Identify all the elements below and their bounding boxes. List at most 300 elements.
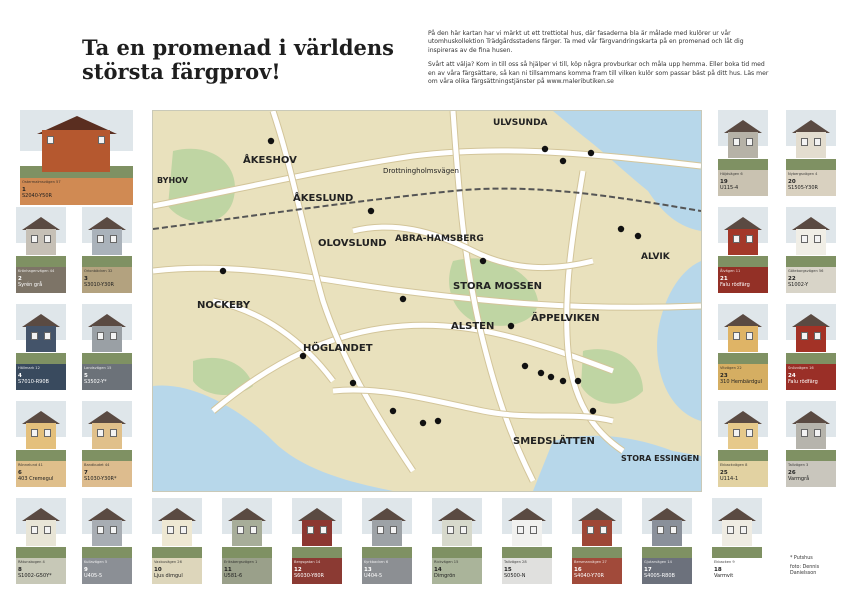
map-label-alsten: ALSTEN [451,321,495,332]
house-card-11 [222,498,272,584]
house-card-10 [152,498,202,584]
house-facade [42,130,110,172]
house-number: 22 [788,276,796,282]
photo-grass [786,159,836,170]
house-facade [796,229,826,255]
house-window [110,332,117,340]
photo-credit: foto: Dennis Danielsson [790,565,820,576]
house-window [746,332,753,340]
house-card-13 [362,498,412,584]
house-address: Ålvägen 11 [720,269,741,273]
house-address: Rätunskogen 4 [18,560,45,564]
house-marker [635,233,641,239]
house-color-name: Falu rödfärg [788,379,818,385]
house-address: Hällmark 12 [18,366,40,370]
house-caption [152,558,202,584]
house-caption [718,461,768,487]
house-card-4 [16,304,66,390]
house-window [250,526,257,534]
page-title [82,36,412,84]
photo-grass [152,547,202,558]
house-facade [796,423,826,449]
house-number: 5 [84,373,88,379]
house-caption [222,558,272,584]
photo-grass [786,353,836,364]
house-marker [560,158,566,164]
house-window [460,526,467,534]
house-marker [435,418,441,424]
house-photo [222,498,272,558]
house-photo [718,304,768,364]
photo-grass [642,547,692,558]
house-window [814,235,821,243]
house-photo [718,207,768,267]
house-color-name: S4040-Y70R [574,573,604,579]
house-card-22 [786,207,836,293]
house-color-name: U405-5 [84,573,103,579]
photo-grass [82,450,132,461]
house-number: 4 [18,373,22,379]
photo-grass [222,547,272,558]
house-window [801,138,808,146]
house-card-15 [502,498,552,584]
house-color-name: S4005-R80B [644,573,675,579]
photo-grass [16,353,66,364]
house-number: 25 [720,470,728,476]
house-caption [16,461,66,487]
house-address: Kyrkbacken 6 [364,560,389,564]
house-color-name: 310 Hembärdgul [720,379,762,385]
house-photo [82,304,132,364]
house-photo [718,401,768,461]
house-color-name: Falu rödfärg [720,282,750,288]
map-label-ulvsunda: ULVSUNDA [493,118,548,128]
house-card-21 [718,207,768,293]
house-caption [718,364,768,390]
house-number: 17 [644,567,652,573]
house-facade [26,520,56,546]
house-window [801,332,808,340]
house-card-26 [786,401,836,487]
house-address: Kullavägen 5 [84,560,108,564]
house-color-name: Syrén grå [18,282,43,288]
house-marker [220,268,226,274]
house-marker [268,138,274,144]
map-label-akeshov: ÅKESHOV [243,155,297,166]
house-window [814,332,821,340]
house-window [801,429,808,437]
house-number: 18 [714,567,722,573]
house-photo [292,498,342,558]
house-caption [572,558,622,584]
house-color-name: S0500-N [504,573,526,579]
house-window [733,138,740,146]
house-window [657,526,664,534]
house-photo [16,207,66,267]
photo-grass [16,450,66,461]
map-svg [153,111,701,491]
house-facade [652,520,682,546]
house-address: Orionbäcken 32 [84,269,113,273]
map-label-abrahamsberg: ABRA-HAMSBERG [395,234,484,244]
house-number: 24 [788,373,796,379]
photo-grass [572,547,622,558]
photo-grass [718,353,768,364]
house-window [733,332,740,340]
house-window [98,136,105,144]
house-number: 23 [720,373,728,379]
house-window [587,526,594,534]
house-number: 10 [154,567,162,573]
house-window [320,526,327,534]
house-facade [728,229,758,255]
map-label-alvik: ALVIK [641,252,670,262]
house-color-name: S7010-R90B [18,379,49,385]
house-window [97,332,104,340]
house-window [801,235,808,243]
house-caption [16,267,66,293]
house-marker [575,378,581,384]
house-facade [232,520,262,546]
house-marker [400,296,406,302]
house-photo [712,498,762,558]
house-number: 3 [84,276,88,282]
photo-grass [432,547,482,558]
house-window [814,138,821,146]
house-window [44,429,51,437]
house-marker [560,378,566,384]
house-number: 15 [504,567,512,573]
house-address: Rönnelund 41 [18,463,43,467]
house-photo [16,304,66,364]
house-marker [390,408,396,414]
house-caption [82,461,132,487]
house-address: Bergsgatan 14 [294,560,321,564]
house-caption [82,364,132,390]
house-window [31,235,38,243]
house-card-14 [432,498,482,584]
house-window [377,526,384,534]
house-window [814,429,821,437]
house-number: 19 [720,179,728,185]
house-marker [618,226,624,232]
title-line-2: största färgprov! [82,59,281,84]
house-number: 12 [294,567,302,573]
house-caption [642,558,692,584]
house-color-name: Dimgrön [434,573,456,579]
house-window [97,526,104,534]
house-address: Snövvägen 16 [788,366,814,370]
house-address: Göteborgsvägen 56 [788,269,824,273]
house-number: 20 [788,179,796,185]
intro-paragraph-2: Svårt att välja? Kom in till oss så hjälper vi till, köp några provburkar och måla upp hemma. Eller boka tid med en av våra färgsättare, så kan ni tillsammans komma fram till vilken kulör som passar bäst på ditt hus. Läs mer om våra olika färgsättningstjänster på www.maleributiken.se [428,61,769,86]
house-number: 1 [22,187,26,193]
house-card-6 [16,401,66,487]
house-address: Tallvägen 3 [788,463,809,467]
house-caption [292,558,342,584]
house-window [746,429,753,437]
photo-grass [292,547,342,558]
house-caption [786,170,836,196]
house-card-9 [82,498,132,584]
house-photo [432,498,482,558]
house-marker [542,146,548,152]
house-card-5 [82,304,132,390]
house-facade [796,132,826,158]
map-label-stora-mossen: STORA MOSSEN [453,281,543,292]
house-caption [786,364,836,390]
house-caption [786,461,836,487]
house-facade [728,132,758,158]
house-window [110,526,117,534]
house-facade [162,520,192,546]
house-color-name: S1030-Y30R* [84,476,117,482]
house-number: 2 [18,276,22,282]
house-address: Ekbackvägen 8 [720,463,748,467]
house-marker [508,323,514,329]
house-caption [718,267,768,293]
map-label-akeslund: ÅKESLUND [293,193,354,204]
house-window [237,526,244,534]
house-photo [82,498,132,558]
house-facade [722,520,752,546]
house-facade [302,520,332,546]
house-color-name: U404-5 [364,573,383,579]
house-card-25 [718,401,768,487]
house-marker [350,380,356,386]
house-card-12 [292,498,342,584]
house-caption [712,558,762,584]
house-window [180,526,187,534]
house-number: 16 [574,567,582,573]
house-caption [502,558,552,584]
house-address: Krönhagenvägen 44 [18,269,55,273]
house-window [110,429,117,437]
house-color-name: 403 Cremegul [18,476,54,482]
photo-grass [712,547,762,558]
house-color-name: Ljus dimgul [154,573,183,579]
intro-paragraph-1: På den här kartan har vi märkt ut ett trettiotal hus, där fasaderna bla är målade med kulörer ur vår utomhuskollektion Trädgårdsstadens färger. Ta med vår färgvandringskarta på en promenad och låt dig inspireras av de fina husen. [428,30,744,54]
house-address: Gjutarvägen 14 [644,560,672,564]
house-photo [82,401,132,461]
house-color-name: Varmvit [714,573,734,579]
house-window [47,136,54,144]
house-window [733,235,740,243]
walking-map [152,110,702,492]
house-facade [582,520,612,546]
house-window [31,429,38,437]
house-color-name: S1505-Y30R [788,185,818,191]
house-facade [796,326,826,352]
photo-grass [82,547,132,558]
photo-grass [82,353,132,364]
house-facade [26,326,56,352]
house-window [746,138,753,146]
house-window [517,526,524,534]
house-address: Höjdvägen 6 [720,172,743,176]
house-number: 7 [84,470,88,476]
house-photo [362,498,412,558]
house-address: Vitvägen 22 [720,366,742,370]
house-window [600,526,607,534]
house-number: 6 [18,470,22,476]
house-card-8 [16,498,66,584]
house-marker [590,408,596,414]
house-number: 9 [84,567,88,573]
house-window [733,429,740,437]
house-caption [16,364,66,390]
photo-grass [786,450,836,461]
house-facade [26,423,56,449]
house-caption [82,558,132,584]
house-window [44,235,51,243]
house-marker [588,150,594,156]
house-card-7 [82,401,132,487]
map-label-hoglandet: HÖGLANDET [303,343,373,354]
house-window [31,526,38,534]
house-window [97,429,104,437]
house-number: 11 [224,567,232,573]
house-facade [92,423,122,449]
house-photo [16,498,66,558]
house-address: Ostermalmsvägen 57 [22,180,61,184]
house-window [97,235,104,243]
map-label-byhov: BYHOV [157,176,188,185]
house-photo [642,498,692,558]
map-label-nockeby: NOCKEBY [197,300,251,311]
house-card-19 [718,110,768,196]
house-address: Nybergsvägen 4 [788,172,818,176]
house-window [746,235,753,243]
map-label-drottningholmsvagen: Drottningholmsvägen [383,167,459,175]
photo-grass [718,256,768,267]
house-address: Bandbudet 44 [84,463,110,467]
house-card-20 [786,110,836,196]
house-window [167,526,174,534]
photo-grass [502,547,552,558]
photo-grass [718,159,768,170]
house-caption [20,178,133,205]
house-card-2 [16,207,66,293]
house-number: 21 [720,276,728,282]
house-number: 8 [18,567,22,573]
house-address: Bersmanvägen 27 [574,560,607,564]
house-caption [432,558,482,584]
house-photo [20,110,133,178]
house-facade [728,423,758,449]
house-caption [16,558,66,584]
house-photo [786,401,836,461]
house-address: Eriksbergsvägen 1 [224,560,258,564]
photo-grass [82,256,132,267]
house-window [390,526,397,534]
map-label-smedslatten: SMEDSLÄTTEN [513,436,595,447]
house-color-name: S3010-Y30R [84,282,114,288]
photo-grass [362,547,412,558]
house-color-name: S3502-Y* [84,379,107,385]
house-caption [82,267,132,293]
house-marker [522,363,528,369]
house-color-name: S1002-G50Y* [18,573,52,579]
house-color-name: Varmgrå [788,476,810,482]
house-photo [152,498,202,558]
house-card-23 [718,304,768,390]
house-facade [442,520,472,546]
house-photo [786,304,836,364]
house-card-24 [786,304,836,390]
house-marker [368,208,374,214]
putshus-note: * Putshus [790,556,813,561]
photo-grass [718,450,768,461]
house-window [740,526,747,534]
house-window [307,526,314,534]
photo-grass [16,256,66,267]
house-photo [82,207,132,267]
house-facade [92,326,122,352]
map-label-olovslund: OLOVSLUND [318,238,387,249]
map-label-stora-essingen: STORA ESSINGEN [621,454,700,463]
photo-grass [16,547,66,558]
house-facade [92,520,122,546]
house-address: Landsvägen 15 [84,366,112,370]
house-color-name: U581-6 [224,573,243,579]
house-photo [572,498,622,558]
house-card-16 [572,498,622,584]
house-color-name: S1002-Y [788,282,809,288]
house-color-name: S2040-Y50R [22,193,52,199]
house-facade [728,326,758,352]
house-photo [786,207,836,267]
house-color-name: U115-4 [720,185,739,191]
house-window [44,526,51,534]
house-color-name: S6030-Y80R [294,573,324,579]
house-photo [718,110,768,170]
house-address: Ekbacken 9 [714,560,735,564]
house-photo [786,110,836,170]
house-marker [538,370,544,376]
house-card-3 [82,207,132,293]
house-caption [362,558,412,584]
house-window [44,332,51,340]
house-window [110,235,117,243]
house-photo [16,401,66,461]
house-facade [512,520,542,546]
house-card-18 [712,498,762,584]
house-window [31,332,38,340]
house-window [530,526,537,534]
house-marker [548,374,554,380]
house-card-1 [20,110,133,205]
house-facade [372,520,402,546]
house-caption [786,267,836,293]
house-photo [502,498,552,558]
house-facade [92,229,122,255]
house-number: 14 [434,567,442,573]
house-facade [26,229,56,255]
photo-grass [786,256,836,267]
map-label-appelviken: ÄPPELVIKEN [531,313,600,324]
house-number: 26 [788,470,796,476]
house-caption [718,170,768,196]
intro-text [428,30,773,92]
house-card-17 [642,498,692,584]
house-address: Tallvägen 28 [504,560,527,564]
house-color-name: U114-1 [720,476,739,482]
footnote [790,556,845,580]
house-marker [480,258,486,264]
house-window [447,526,454,534]
house-window [670,526,677,534]
